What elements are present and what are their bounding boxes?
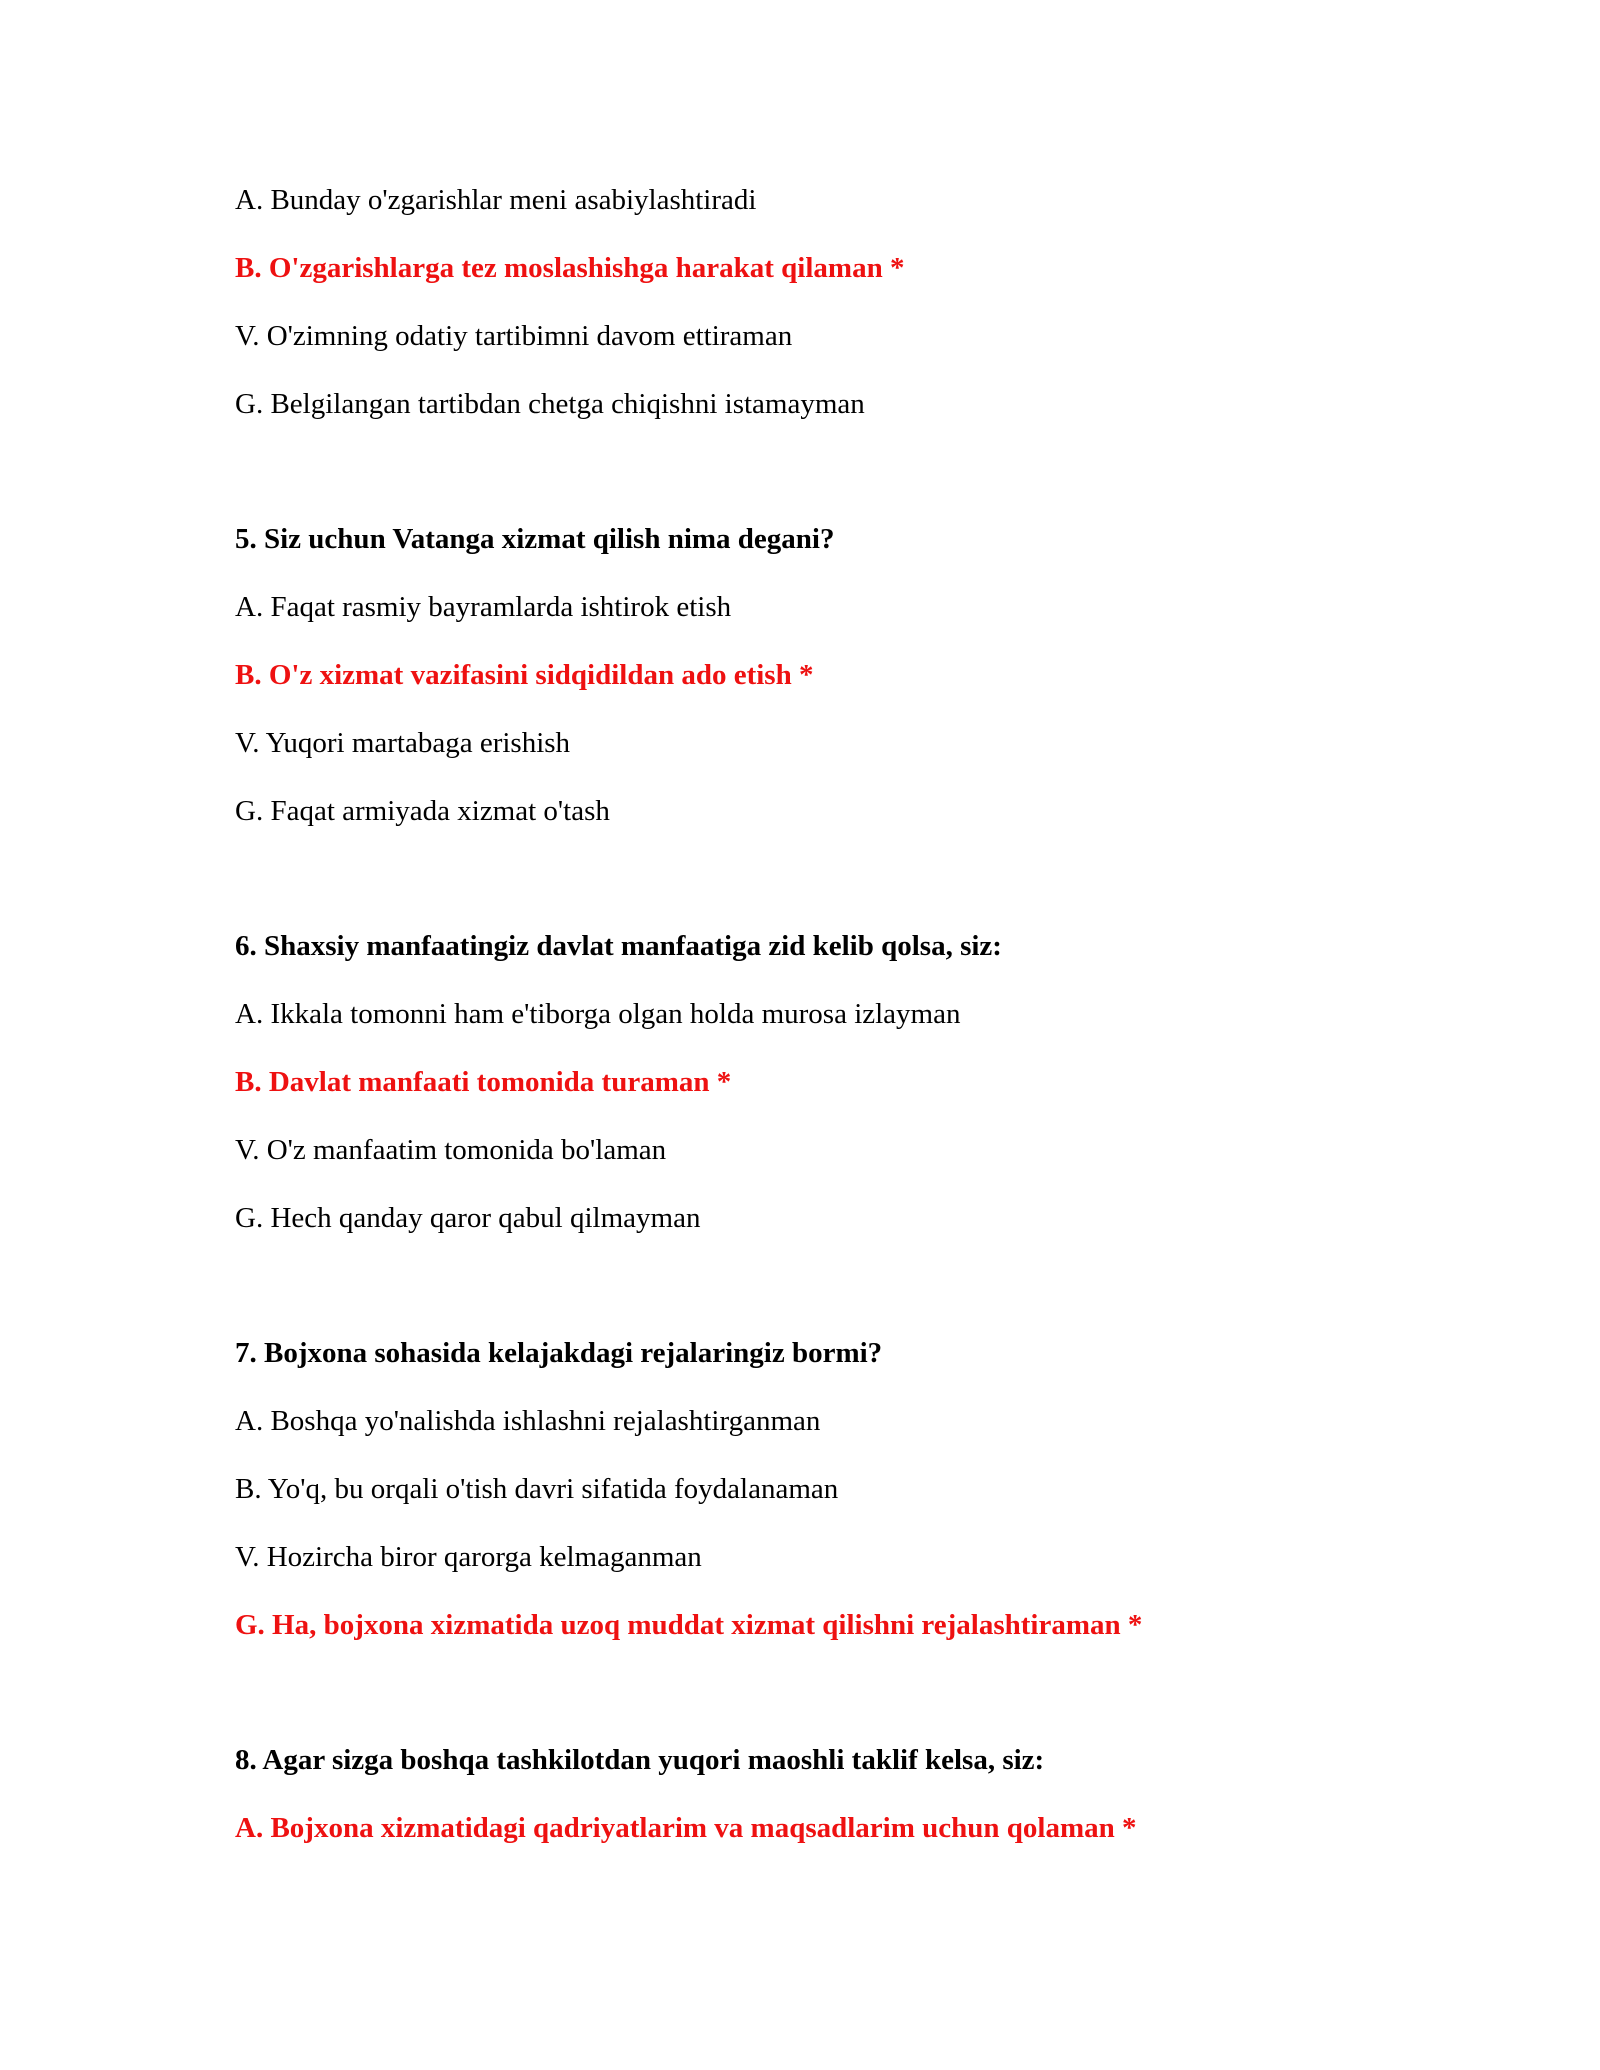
spacer (235, 1673, 1435, 1740)
correct-answer-option: B. O'z xizmat vazifasini sidqidildan ado etish * (235, 659, 814, 691)
correct-answer-option: B. Davlat manfaati tomonida turaman * (235, 1066, 732, 1098)
answer-option: V. O'zimning odatiy tartibimni davom ettiraman (235, 320, 793, 352)
question-block (235, 926, 1435, 1238)
correct-answer-option: G. Ha, bojxona xizmatida uzoq muddat xizmat qilishni rejalashtiraman * (235, 1609, 1143, 1641)
question-title: 5. Siz uchun Vatanga xizmat qilish nima degani? (235, 523, 835, 555)
question-block (235, 519, 1435, 831)
answer-option: G. Belgilangan tartibdan chetga chiqishni istamayman (235, 388, 865, 420)
answer-option: G. Hech qanday qaror qabul qilmayman (235, 1202, 701, 1234)
correct-answer-option: B. O'zgarishlarga tez moslashishga harakat qilaman * (235, 252, 905, 284)
answer-option: A. Boshqa yo'nalishda ishlashni rejalashtirganman (235, 1405, 821, 1437)
spacer (235, 1266, 1435, 1333)
question-block (235, 1740, 1435, 1848)
answer-option: A. Ikkala tomonni ham e'tiborga olgan holda murosa izlayman (235, 998, 961, 1030)
answer-option: G. Faqat armiyada xizmat o'tash (235, 795, 610, 827)
correct-answer-option: A. Bojxona xizmatidagi qadriyatlarim va maqsadlarim uchun qolaman * (235, 1812, 1137, 1844)
spacer (235, 452, 1435, 519)
answer-option: B. Yo'q, bu orqali o'tish davri sifatida foydalanaman (235, 1473, 839, 1505)
question-title: 7. Bojxona sohasida kelajakdagi rejalaringiz bormi? (235, 1337, 883, 1369)
answer-option: V. Yuqori martabaga erishish (235, 727, 571, 759)
question-block (235, 1333, 1435, 1645)
question-title: 8. Agar sizga boshqa tashkilotdan yuqori maoshli taklif kelsa, siz: (235, 1744, 1045, 1776)
answer-option: A. Bunday o'zgarishlar meni asabiylashtiradi (235, 184, 757, 216)
document-page (235, 180, 1435, 1876)
answer-option: V. Hozircha biror qarorga kelmaganman (235, 1541, 702, 1573)
spacer (235, 859, 1435, 926)
question-title: 6. Shaxsiy manfaatingiz davlat manfaatiga zid kelib qolsa, siz: (235, 930, 1002, 962)
answer-option: A. Faqat rasmiy bayramlarda ishtirok etish (235, 591, 732, 623)
answer-option: V. O'z manfaatim tomonida bo'laman (235, 1134, 667, 1166)
question-block (235, 180, 1435, 424)
